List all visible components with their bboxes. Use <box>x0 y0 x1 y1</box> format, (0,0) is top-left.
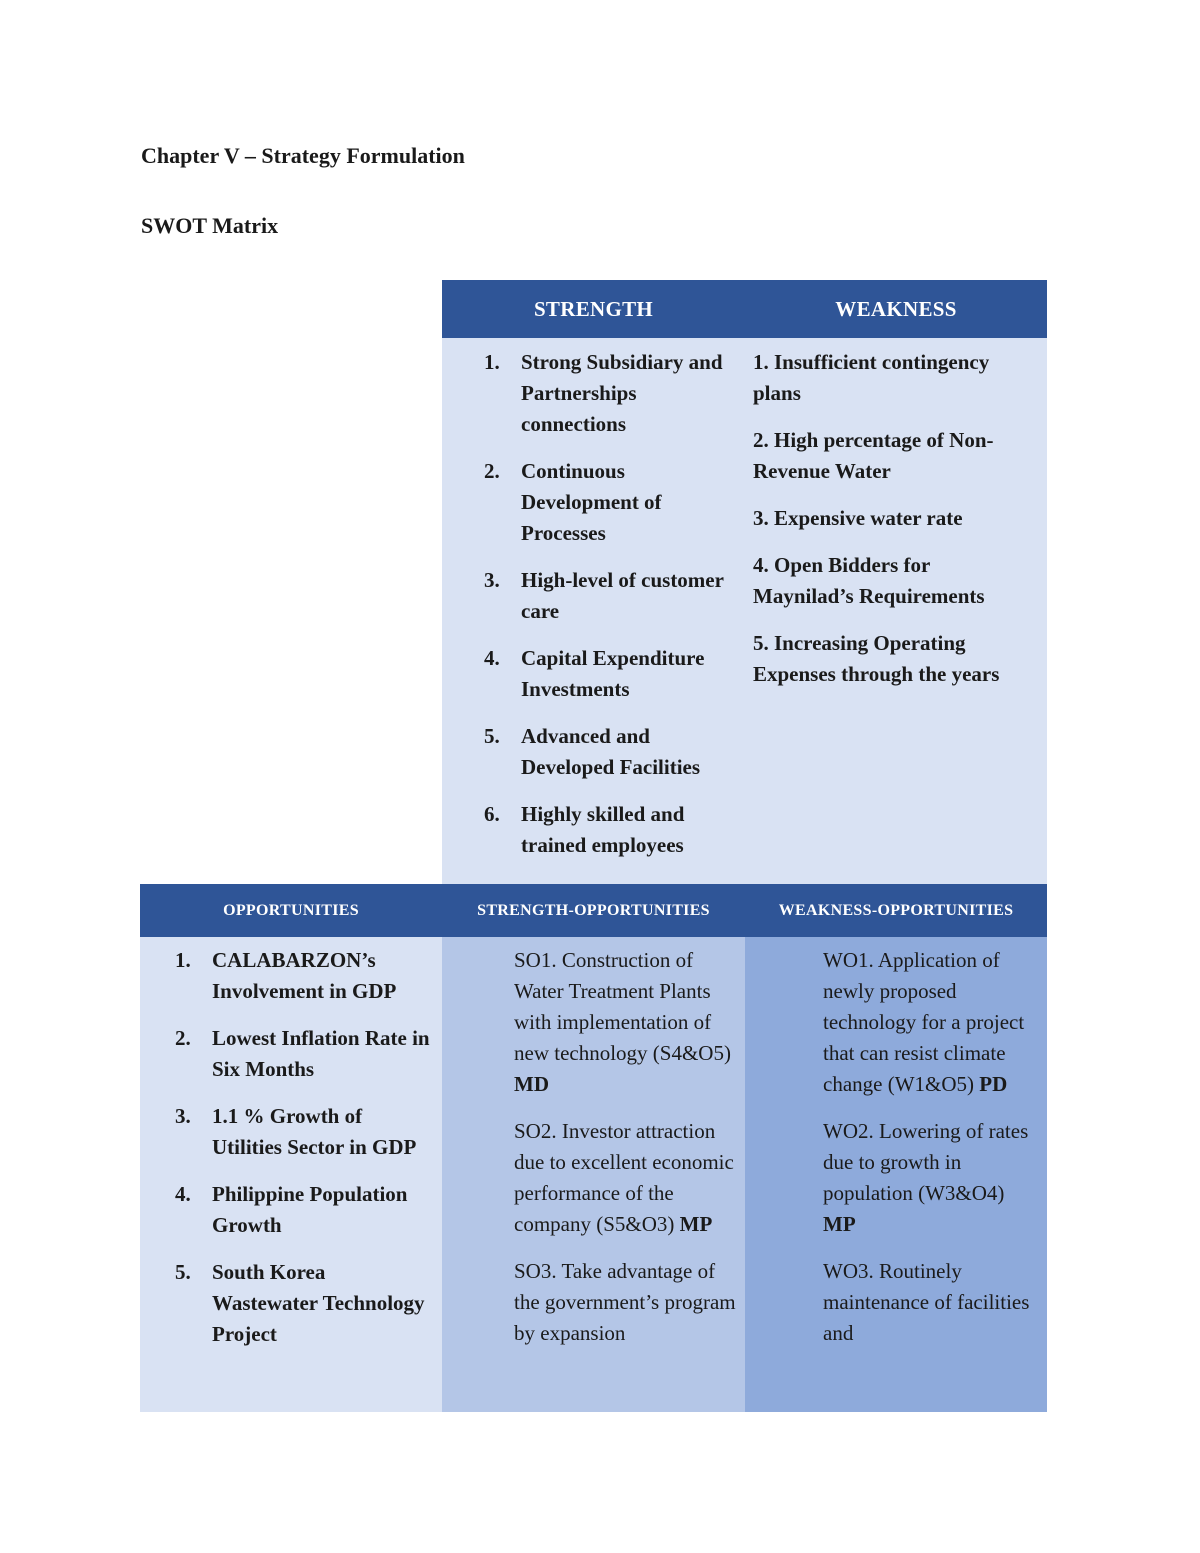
list-item: 4. Capital Expenditure Investments <box>484 646 705 701</box>
weakness-header-label: WEAKNESS <box>835 296 957 321</box>
wo-header-label: WEAKNESS-OPPORTUNITIES <box>778 901 1014 919</box>
chapter-title: Chapter V – Strategy Formulation <box>141 143 465 168</box>
wo-strategy: WO1. Application of newly proposed technology for a project that can resist climate change (W1&O5) PD <box>823 948 1025 1096</box>
weakness-item: 5. Increasing Operating Expenses through the years <box>753 631 1000 686</box>
list-item: 6. Highly skilled and trained employees <box>484 802 685 857</box>
list-item: 3. 1.1 % Growth of Utilities Sector in GDP <box>175 1104 417 1159</box>
so-header-label: STRENGTH-OPPORTUNITIES <box>477 901 710 919</box>
wo-strategy: WO3. Routinely maintenance of facilities and <box>823 1259 1030 1345</box>
so-strategy: SO3. Take advantage of the government’s program by expansion <box>514 1259 736 1345</box>
list-item: 1. Strong Subsidiary and Partnerships connections <box>484 350 723 436</box>
wo-strategies-cell <box>745 937 1047 1412</box>
list-item: 5. South Korea Wastewater Technology Project <box>175 1260 425 1346</box>
strengths-list <box>484 347 729 861</box>
section-title: SWOT Matrix <box>141 213 279 238</box>
so-strategy: SO1. Construction of Water Treatment Plants with implementation of new technology (S4&O5) MD <box>514 948 731 1096</box>
strengths-cell <box>442 338 745 884</box>
opportunities-cell <box>140 937 442 1412</box>
weakness-header <box>745 280 1047 338</box>
list-item: 2. Lowest Inflation Rate in Six Months <box>175 1026 430 1081</box>
strength-header <box>442 280 745 338</box>
list-item: 5. Advanced and Developed Facilities <box>484 724 701 779</box>
weakness-item: 3. Expensive water rate <box>753 506 963 530</box>
weakness-item: 2. High percentage of Non-Revenue Water <box>753 428 994 483</box>
weakness-item: 1. Insufficient contingency plans <box>753 350 990 405</box>
so-strategy: SO2. Investor attraction due to excellent economic performance of the company (S5&O3) MP <box>514 1119 734 1236</box>
wo-strategy: WO2. Lowering of rates due to growth in population (W3&O4) MP <box>823 1119 1029 1236</box>
opportunities-header-label: OPPORTUNITIES <box>223 901 359 919</box>
opportunities-list <box>175 945 432 1350</box>
so-strategies-cell <box>442 937 745 1412</box>
weakness-item: 4. Open Bidders for Maynilad’s Requirements <box>753 553 985 608</box>
wo-header <box>745 884 1047 937</box>
list-item: 3. High-level of customer care <box>484 568 724 623</box>
weaknesses-cell <box>745 338 1047 884</box>
so-header <box>442 884 745 937</box>
list-item: 4. Philippine Population Growth <box>175 1182 408 1237</box>
list-item: 2. Continuous Development of Processes <box>484 459 662 545</box>
strength-header-label: STRENGTH <box>533 296 654 321</box>
opportunities-header <box>140 884 442 937</box>
list-item: 1. CALABARZON’s Involvement in GDP <box>175 948 397 1003</box>
